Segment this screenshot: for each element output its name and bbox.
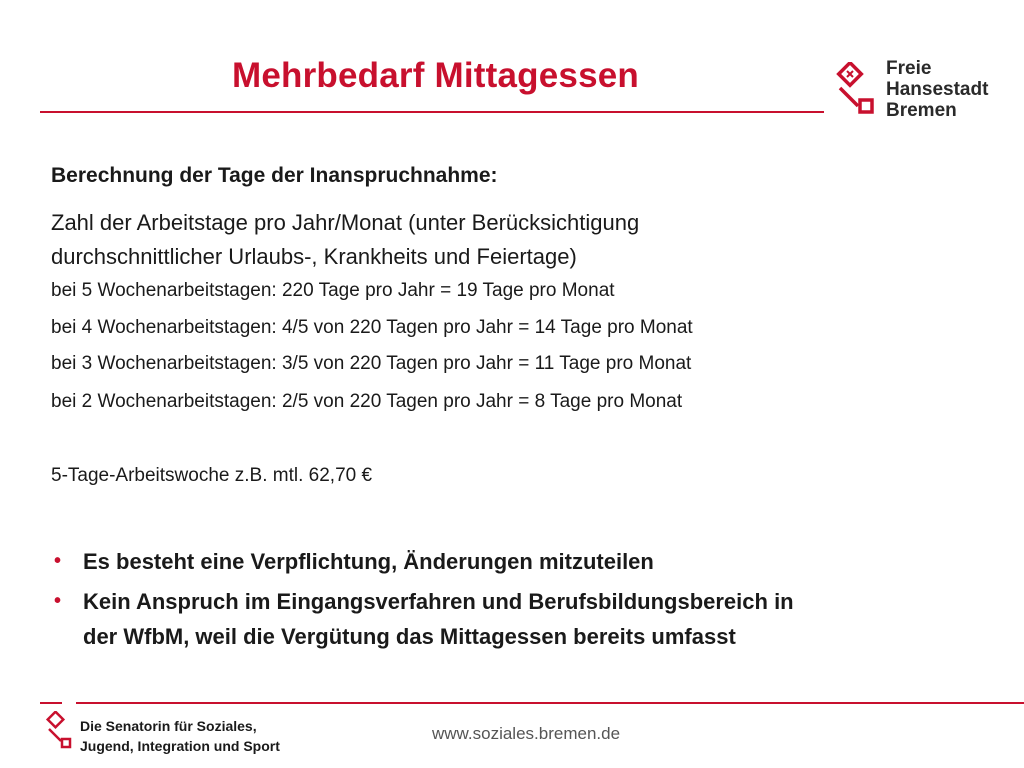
footer-org-line-2: Jugend, Integration und Sport bbox=[80, 738, 280, 754]
logo-line-hansestadt: Hansestadt bbox=[886, 79, 989, 100]
bullet-item bbox=[51, 584, 931, 654]
bullet-icon: • bbox=[54, 590, 62, 612]
intro-paragraph bbox=[51, 206, 911, 274]
section-heading: Berechnung der Tage der Inanspruchnahme: bbox=[51, 164, 498, 187]
calc-line-3-days: bei 3 Wochenarbeitstagen: 3/5 von 220 Tagen pro Jahr = 11 Tage pro Monat bbox=[51, 353, 692, 374]
bullet-icon: • bbox=[54, 550, 62, 572]
calc-line-4-days: bei 4 Wochenarbeitstagen: 4/5 von 220 Tagen pro Jahr = 14 Tage pro Monat bbox=[51, 317, 693, 338]
intro-line-1: Zahl der Arbeitstage pro Jahr/Monat (unter Berücksichtigung bbox=[51, 210, 640, 235]
logo-line-bremen: Bremen bbox=[886, 100, 957, 121]
footer-org-line-1: Die Senatorin für Soziales, bbox=[80, 718, 257, 734]
bullet-text-line-1: Kein Anspruch im Eingangsverfahren und Berufsbildungsbereich in bbox=[83, 589, 794, 614]
footer-divider-left bbox=[40, 702, 62, 704]
intro-line-2: durchschnittlicher Urlaubs-, Krankheits und Feiertage) bbox=[51, 244, 577, 269]
bullet-text-line-2: der WfbM, weil die Vergütung das Mittagessen bereits umfasst bbox=[83, 624, 736, 649]
slide-title: Mehrbedarf Mittagessen bbox=[232, 56, 639, 95]
bremen-logo-text bbox=[886, 58, 988, 121]
footer-divider bbox=[76, 702, 1024, 704]
logo-line-freie: Freie bbox=[886, 58, 932, 79]
calc-line-2-days: bei 2 Wochenarbeitstagen: 2/5 von 220 Tagen pro Jahr = 8 Tage pro Monat bbox=[51, 391, 683, 412]
bremen-key-icon bbox=[832, 62, 880, 118]
calc-line-5-days: bei 5 Wochenarbeitstagen: 220 Tage pro Jahr = 19 Tage pro Monat bbox=[51, 280, 615, 301]
bullet-item bbox=[51, 544, 931, 579]
footer-organization bbox=[80, 716, 280, 756]
bullet-text: Es besteht eine Verpflichtung, Änderungen mitzuteilen bbox=[83, 549, 654, 574]
title-divider bbox=[40, 111, 824, 113]
bremen-logo bbox=[832, 58, 1002, 122]
example-line: 5-Tage-Arbeitswoche z.B. mtl. 62,70 € bbox=[51, 465, 373, 486]
senator-key-icon bbox=[44, 711, 74, 753]
footer-url-link[interactable]: www.soziales.bremen.de bbox=[432, 724, 621, 743]
bullet-list bbox=[51, 544, 931, 659]
